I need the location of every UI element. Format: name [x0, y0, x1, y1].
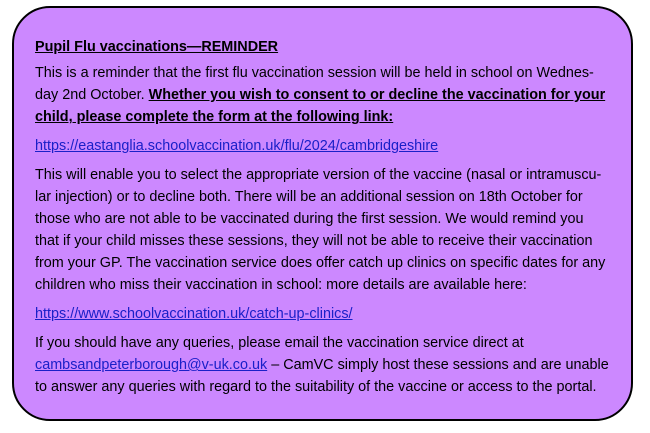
contact-email-link[interactable]: cambsandpeterborough@v-uk.co.uk	[35, 357, 268, 373]
queries-paragraph	[35, 332, 609, 398]
reminder-text: This is a reminder that the first flu vaccination session will be held in school on Wednes-day 2nd October.	[35, 65, 594, 103]
catch-up-clinics-link[interactable]: https://www.schoolvaccination.uk/catch-up-clinics/	[35, 306, 353, 322]
catchup-link-line	[35, 303, 609, 325]
flu-reminder-notice	[12, 6, 633, 421]
consent-instruction: Whether you wish to consent to or decline the vaccination for your child, please complete the form at the following link:	[35, 87, 606, 125]
reminder-paragraph	[35, 62, 609, 128]
queries-text-after: – CamVC simply host these sessions and are unable to answer any queries with regard to the suitability of the vaccine or access to the portal.	[35, 357, 609, 395]
notice-heading: Pupil Flu vaccinations—REMINDER	[35, 39, 279, 55]
consent-link-line	[35, 135, 609, 157]
details-paragraph: This will enable you to select the appropriate version of the vaccine (nasal or intramuscu-lar injection) or to decline both. There will be an additional session on 18th October for those who are not able to be vaccinated during the first session. We would remind you that if your child misses these sessions, they will not be able to receive their vaccination from your GP. The vaccination service does offer catch up clinics on specific dates for any children who miss their vaccination in school: more details are available here:	[35, 167, 606, 293]
consent-form-link[interactable]: https://eastanglia.schoolvaccination.uk/flu/2024/cambridgeshire	[35, 138, 439, 154]
queries-text-before: If you should have any queries, please email the vaccination service direct at	[35, 335, 524, 351]
